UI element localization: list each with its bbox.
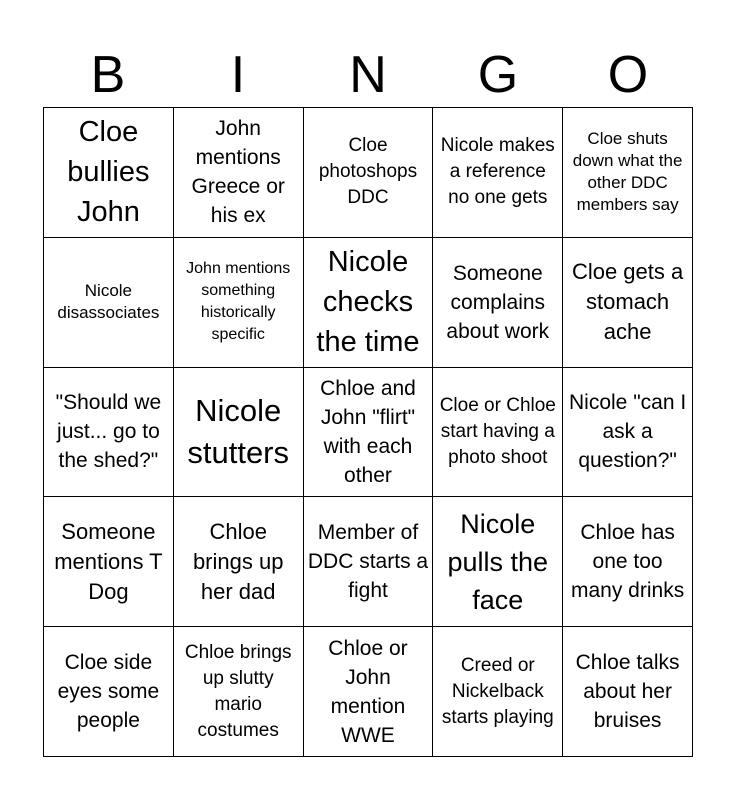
- cell-text: Someone complains about work: [446, 261, 550, 343]
- cell-text: Someone mentions T Dog: [54, 518, 163, 604]
- bingo-cell[interactable]: [433, 497, 563, 627]
- cell-text: Chloe or John mention WWE: [328, 636, 408, 747]
- cell-text: John mentions something historically specific: [186, 260, 291, 344]
- cell-text: Nicole checks the time: [316, 246, 420, 359]
- cell-text: Cloe photoshops DDC: [318, 135, 418, 209]
- header-letter-n: N: [349, 46, 387, 104]
- cell-text: Nicole pulls the face: [447, 508, 549, 615]
- cell-text: Nicole stutters: [187, 392, 290, 470]
- bingo-cell[interactable]: [304, 238, 434, 368]
- bingo-cell[interactable]: [433, 238, 563, 368]
- bingo-cell[interactable]: [304, 108, 434, 238]
- bingo-cell[interactable]: [174, 627, 304, 757]
- cell-text: Cloe gets a stomach ache: [571, 259, 684, 345]
- cell-text: Creed or Nickelback starts playing: [441, 654, 554, 728]
- cell-text: Member of DDC starts a fight: [307, 521, 429, 603]
- header-letter-i: I: [230, 46, 246, 104]
- bingo-grid: [43, 107, 693, 757]
- cell-text: Nicole makes a reference no one gets: [440, 135, 555, 209]
- bingo-cell[interactable]: [44, 627, 174, 757]
- cell-text: Cloe or Chloe start having a photo shoot: [439, 394, 556, 468]
- cell-text: Chloe and John "flirt" with each other: [320, 376, 416, 487]
- bingo-cell[interactable]: [433, 627, 563, 757]
- cell-text: "Should we just... go to the shed?": [55, 391, 162, 473]
- bingo-cell[interactable]: [174, 238, 304, 368]
- bingo-cell[interactable]: [174, 368, 304, 498]
- cell-text: Chloe brings up slutty mario costumes: [184, 641, 292, 741]
- bingo-cell[interactable]: [433, 368, 563, 498]
- cell-text: Nicole disassociates: [57, 281, 160, 323]
- bingo-cell[interactable]: [174, 108, 304, 238]
- cell-text: Cloe bullies John: [67, 116, 150, 229]
- bingo-cell[interactable]: [563, 368, 693, 498]
- bingo-cell[interactable]: [44, 497, 174, 627]
- bingo-cell[interactable]: [563, 238, 693, 368]
- bingo-cell[interactable]: [44, 368, 174, 498]
- cell-text: Nicole "can I ask a question?": [569, 391, 687, 473]
- cell-text: Chloe talks about her bruises: [575, 651, 680, 733]
- bingo-cell[interactable]: [563, 108, 693, 238]
- cell-text: Chloe has one too many drinks: [570, 521, 685, 603]
- bingo-header: [43, 45, 693, 105]
- bingo-cell[interactable]: [563, 497, 693, 627]
- bingo-cell[interactable]: [44, 108, 174, 238]
- bingo-cell[interactable]: [304, 627, 434, 757]
- bingo-cell[interactable]: [44, 238, 174, 368]
- cell-text: Cloe side eyes some people: [57, 651, 160, 733]
- header-letter-g: G: [477, 46, 519, 104]
- cell-text: Chloe brings up her dad: [192, 518, 284, 604]
- header-letter-b: B: [90, 46, 126, 104]
- bingo-cell[interactable]: [174, 497, 304, 627]
- bingo-cell[interactable]: [433, 108, 563, 238]
- bingo-cell[interactable]: [304, 368, 434, 498]
- cell-text: John mentions Greece or his ex: [191, 117, 285, 228]
- bingo-cell[interactable]: [304, 497, 434, 627]
- header-letter-o: O: [607, 46, 649, 104]
- bingo-cell[interactable]: [563, 627, 693, 757]
- cell-text: Cloe shuts down what the other DDC members say: [572, 129, 683, 215]
